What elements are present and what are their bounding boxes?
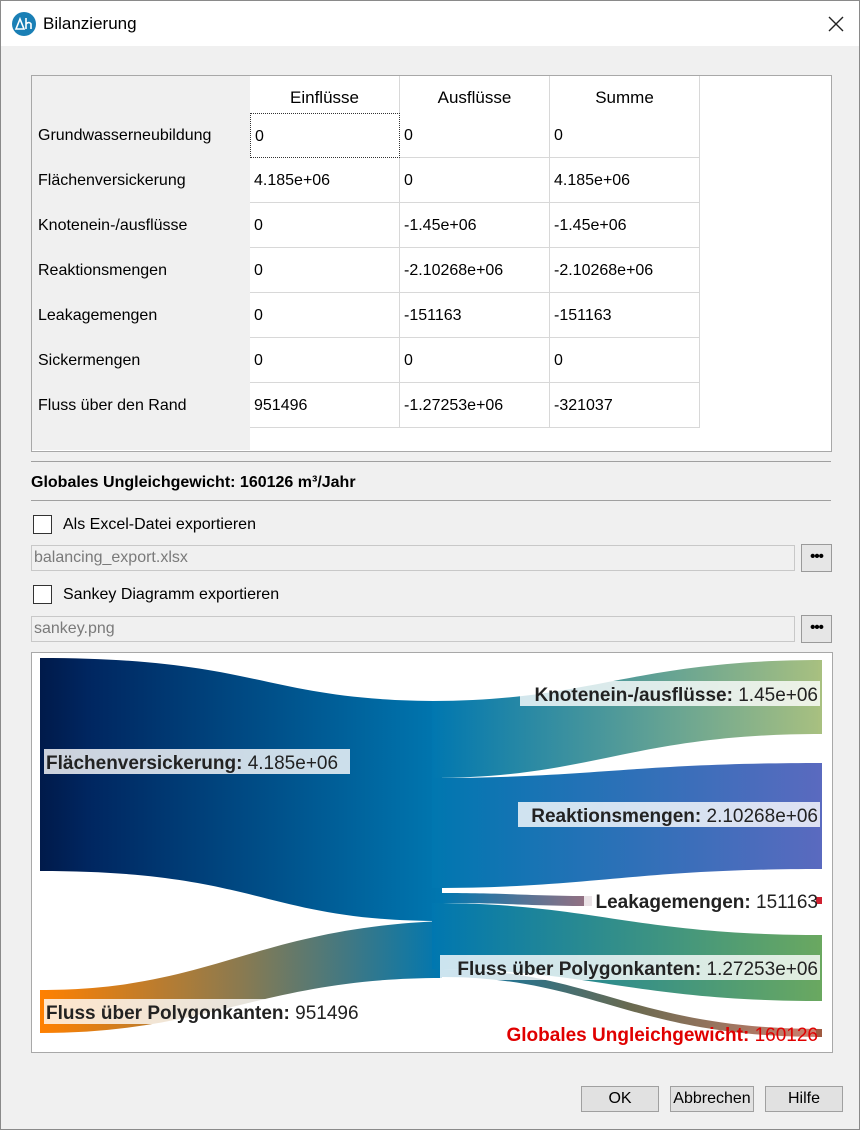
title-bar bbox=[1, 1, 859, 46]
table-cell[interactable]: -1.45e+06 bbox=[400, 203, 550, 248]
sankey-link-knoten bbox=[432, 660, 822, 778]
column-header-einfluesse[interactable]: Einflüsse bbox=[250, 76, 400, 113]
window-title: Bilanzierung bbox=[43, 14, 137, 33]
app-icon bbox=[12, 12, 36, 36]
divider bbox=[31, 461, 831, 462]
sankey-path-field[interactable]: sankey.png bbox=[31, 616, 795, 642]
global-imbalance-label: Globales Ungleichgewicht: 160126 m³/Jahr bbox=[31, 474, 356, 491]
column-header-ausfluesse[interactable]: Ausflüsse bbox=[400, 76, 550, 113]
table-cell[interactable]: -151163 bbox=[400, 293, 550, 338]
sankey-link-polygonkanten-out bbox=[432, 903, 822, 1001]
table-cell[interactable]: 0 bbox=[550, 113, 700, 158]
sankey-label-ungleichgewicht: Globales Ungleichgewicht: 160126 bbox=[506, 1025, 818, 1046]
sankey-label-polygonkanten-out: Fluss über Polygonkanten: 1.27253e+06 bbox=[457, 959, 818, 980]
sankey-label-flaechenversickerung: Flächenversickerung: 4.185e+06 bbox=[46, 753, 339, 774]
sankey-label-reaktion: Reaktionsmengen: 2.10268e+06 bbox=[531, 806, 818, 827]
sankey-label-leakage: Leakagemengen: 151163 bbox=[595, 892, 818, 913]
table-cell[interactable]: 0 bbox=[400, 158, 550, 203]
excel-browse-button[interactable]: ••• bbox=[801, 544, 832, 572]
sankey-label-knoten: Knotenein-/ausflüsse: 1.45e+06 bbox=[534, 685, 818, 706]
table-cell[interactable]: 0 bbox=[250, 203, 400, 248]
excel-path-field[interactable]: balancing_export.xlsx bbox=[31, 545, 795, 571]
table-cell[interactable]: -2.10268e+06 bbox=[550, 248, 700, 293]
table-cell[interactable]: 0 bbox=[400, 113, 550, 158]
table-cell[interactable]: 0 bbox=[250, 338, 400, 383]
row-header: Grundwasserneubildung bbox=[32, 113, 250, 158]
sankey-diagram bbox=[31, 652, 833, 1053]
close-icon[interactable] bbox=[819, 7, 853, 41]
sankey-link-flaechenversickerung bbox=[40, 658, 442, 921]
table-cell[interactable]: 0 bbox=[550, 338, 700, 383]
table-cell[interactable]: 0 bbox=[250, 248, 400, 293]
ok-button[interactable]: OK bbox=[581, 1086, 659, 1112]
table-cell[interactable]: 4.185e+06 bbox=[550, 158, 700, 203]
table-cell[interactable]: -151163 bbox=[550, 293, 700, 338]
row-header: Reaktionsmengen bbox=[32, 248, 250, 293]
table-corner bbox=[32, 76, 250, 113]
table-cell[interactable]: 951496 bbox=[250, 383, 400, 428]
balance-table bbox=[31, 75, 832, 452]
table-cell[interactable]: 0 bbox=[250, 293, 400, 338]
excel-export-label[interactable]: Als Excel-Datei exportieren bbox=[63, 516, 256, 533]
sankey-label-polygonkanten-in: Fluss über Polygonkanten: 951496 bbox=[46, 1003, 359, 1024]
row-header: Leakagemengen bbox=[32, 293, 250, 338]
table-cell[interactable]: 4.185e+06 bbox=[250, 158, 400, 203]
table-cell[interactable]: -1.27253e+06 bbox=[400, 383, 550, 428]
row-header: Fluss über den Rand bbox=[32, 383, 250, 428]
row-header: Sickermengen bbox=[32, 338, 250, 383]
table-cell[interactable]: -1.45e+06 bbox=[550, 203, 700, 248]
column-header-summe[interactable]: Summe bbox=[550, 76, 700, 113]
cancel-button[interactable]: Abbrechen bbox=[670, 1086, 754, 1112]
row-header: Flächenversickerung bbox=[32, 158, 250, 203]
table-cell[interactable]: -2.10268e+06 bbox=[400, 248, 550, 293]
divider bbox=[31, 500, 831, 501]
excel-export-checkbox[interactable] bbox=[33, 515, 52, 534]
sankey-export-checkbox[interactable] bbox=[33, 585, 52, 604]
sankey-export-label[interactable]: Sankey Diagramm exportieren bbox=[63, 586, 280, 603]
table-cell[interactable]: 0 bbox=[250, 113, 400, 158]
table-cell[interactable]: -321037 bbox=[550, 383, 700, 428]
row-header: Knotenein-/ausflüsse bbox=[32, 203, 250, 248]
table-cell[interactable]: 0 bbox=[400, 338, 550, 383]
help-button[interactable]: Hilfe bbox=[765, 1086, 843, 1112]
table-footer-filler bbox=[32, 428, 250, 450]
sankey-browse-button[interactable]: ••• bbox=[801, 615, 832, 643]
